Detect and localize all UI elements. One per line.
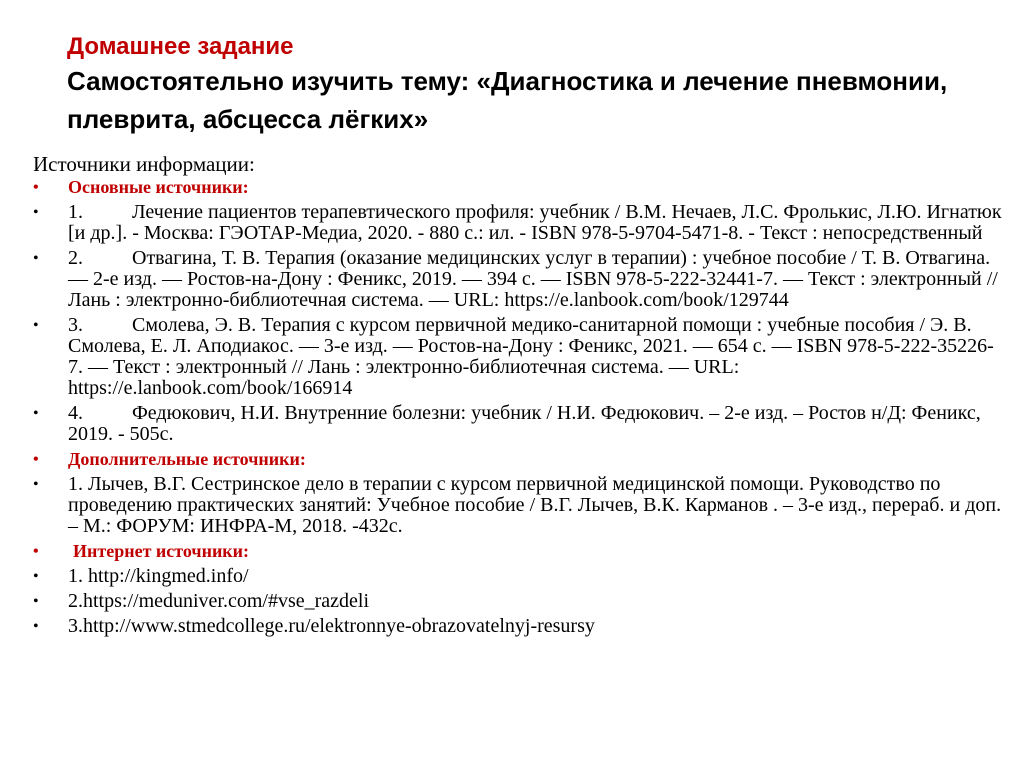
list-item	[33, 403, 1003, 445]
additional-sources-heading-text: Дополнительные источники:	[68, 449, 306, 469]
item-number: 4.	[68, 402, 83, 424]
list-item	[33, 315, 1003, 399]
main-sources-heading	[33, 177, 1003, 198]
list-item	[33, 591, 1003, 612]
sources-label: Источники информации:	[33, 152, 255, 176]
bullet: •	[33, 593, 39, 610]
item-text: Лечение пациентов терапевтического профиля: учебник / В.М. Нечаев, Л.С. Фролькис, Л.Ю. Игнатюк [и др.]. - Москва: ГЭОТАР-Медиа, 2020. - 880 с.: ил. - ISBN 978-5-9704-5471-8. - Текст : непосредственный	[68, 201, 1002, 244]
item-text: Отвагина, Т. В. Терапия (оказание медицинских услуг в терапии) : учебное пособие / Т. В. Отвагина. — 2-е изд. — Ростов-на-Дону : Феникс, 2019. — 394 с. — ISBN 978-5-222-32441-7. — Текст : электронный // Лань : электронно-библиотечная система. — URL: https://e.lanbook.com/book/129744	[68, 247, 998, 311]
bullet: •	[33, 179, 39, 196]
item-number: 2.	[68, 247, 83, 269]
item-number: 1.	[68, 201, 83, 223]
list-item	[33, 616, 1003, 637]
item-number: 3.	[68, 314, 83, 336]
link-text: 1. http://kingmed.info/	[68, 565, 249, 587]
homework-heading: Домашнее задание	[67, 33, 294, 60]
bullet: •	[33, 405, 39, 422]
sources-list	[33, 177, 1003, 641]
item-text: Смолева, Э. В. Терапия с курсом первичной медико-санитарной помощи : учебные пособия / Э. В. Смолева, Е. Л. Аподиакос. — 3-е изд. — Ростов-на-Дону : Феникс, 2021. — 654 с. — ISBN 978-5-222-35226-7. — Текст : электронный // Лань : электронно-библиотечная система. — URL: https://e.lanbook.com/book/166914	[68, 314, 994, 399]
bullet: •	[33, 476, 39, 493]
list-item	[33, 474, 1003, 537]
bullet: •	[33, 543, 39, 560]
list-item	[33, 248, 1003, 311]
topic-heading: Самостоятельно изучить тему: «Диагностика и лечение пневмонии, плеврита, абсцесса лёгких»	[67, 66, 948, 134]
link-text: 2.https://meduniver.com/#vse_razdeli	[68, 590, 370, 612]
bullet: •	[33, 568, 39, 585]
main-sources-heading-text: Основные источники:	[68, 177, 249, 197]
bullet: •	[33, 618, 39, 635]
bullet: •	[33, 204, 39, 221]
internet-sources-heading	[33, 541, 1003, 562]
item-text: 1. Лычев, В.Г. Сестринское дело в терапии с курсом первичной медицинской помощи. Руководство по проведению практических занятий: Учебное пособие / В.Г. Лычев, В.К. Карманов . – 3-е изд., перераб. и доп. – М.: ФОРУМ: ИНФРА-М, 2018. -432с.	[68, 473, 1002, 537]
internet-sources-heading-text: Интернет источники:	[73, 541, 250, 561]
list-item	[33, 202, 1003, 244]
list-item	[33, 566, 1003, 587]
item-text: Федюкович, Н.И. Внутренние болезни: учебник / Н.И. Федюкович. – 2-е изд. – Ростов н/Д: Феникс, 2019. - 505с.	[68, 402, 981, 445]
bullet: •	[33, 451, 39, 468]
additional-sources-heading	[33, 449, 1003, 470]
bullet: •	[33, 317, 39, 334]
slide-title	[67, 32, 987, 138]
bullet: •	[33, 250, 39, 267]
link-text: 3.http://www.stmedcollege.ru/elektronnye-obrazovatelnyj-resursy	[68, 615, 595, 637]
